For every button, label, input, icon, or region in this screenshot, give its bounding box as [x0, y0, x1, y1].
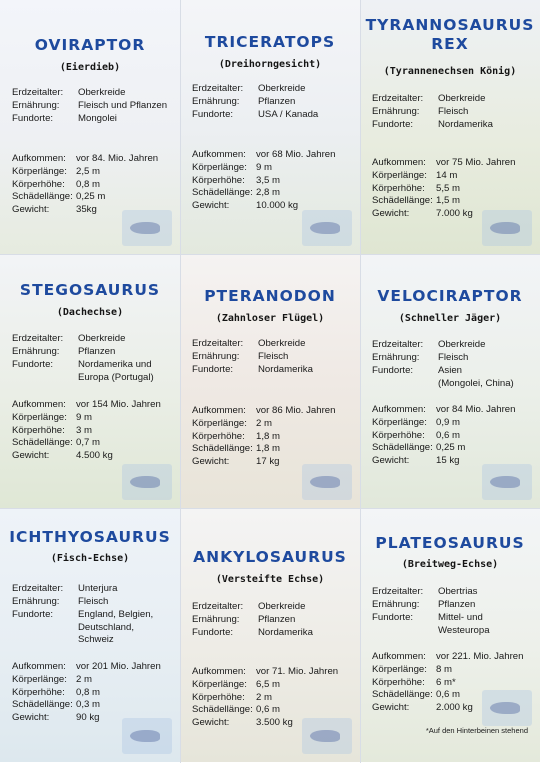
sites-row: Fundorte: Nordamerika	[192, 627, 313, 638]
stats-block: Aufkommen: vor 221. Mio. Jahren Körperlänge: 8 m Körperhöhe: 6 m* Schädellänge: 0,6 m Gewicht: 2.000 kg	[372, 651, 524, 714]
diet-row: Ernährung: Fleisch	[372, 352, 469, 363]
sites-row: Fundorte: USA / Kanada	[192, 109, 319, 120]
card-ichthyosaurus	[0, 508, 180, 762]
sites-row: Fundorte: England, Belgien, Deutschland, Schweiz	[12, 609, 154, 645]
card-pteranodon	[180, 254, 360, 508]
card-divider	[360, 0, 361, 763]
era-row: Erdzeitalter: Oberkreide	[372, 93, 486, 104]
dinosaur-silhouette-icon	[122, 464, 172, 500]
era-row: Erdzeitalter: Oberkreide	[12, 87, 126, 98]
stats-block: Aufkommen: vor 68 Mio. Jahren Körperlänge: 9 m Körperhöhe: 3,5 m Schädellänge: 2,8 m Gewicht: 10.000 kg	[192, 149, 336, 212]
card-title: ICHTHYOSAURUS	[9, 528, 171, 546]
sites-row: Fundorte: Mongolei	[12, 113, 117, 124]
card-velociraptor	[360, 254, 540, 508]
diet-row: Ernährung: Pflanzen	[12, 346, 116, 357]
card-triceratops	[180, 0, 360, 254]
card-subtitle: (Tyrannenechsen König)	[383, 66, 517, 77]
card-subtitle: (Fisch-Echse)	[50, 553, 130, 564]
diet-row: Ernährung: Fleisch	[192, 351, 289, 362]
era-row: Erdzeitalter: Oberkreide	[192, 338, 306, 349]
card-subtitle: (Breitweg-Echse)	[401, 559, 499, 570]
card-divider	[0, 254, 540, 255]
card-title: VELOCIRAPTOR	[377, 287, 523, 305]
card-divider	[0, 508, 540, 509]
sites-row: Fundorte: Nordamerika und Europa (Portugal)	[12, 359, 154, 383]
footnote: *Auf den Hinterbeinen stehend	[425, 726, 528, 735]
stats-block: Aufkommen: vor 84 Mio. Jahren Körperlänge: 0,9 m Körperhöhe: 0,6 m Schädellänge: 0,25 m Gewicht: 15 kg	[372, 404, 516, 467]
stats-block: Aufkommen: vor 75 Mio. Jahren Körperlänge: 14 m Körperhöhe: 5,5 m Schädellänge: 1,5 m Gewicht: 7.000 kg	[372, 157, 516, 220]
diet-row: Ernährung: Pflanzen	[192, 614, 296, 625]
stats-block: Aufkommen: vor 84. Mio. Jahren Körperlänge: 2,5 m Körperhöhe: 0,8 m Schädellänge: 0,25 m Gewicht: 35kg	[12, 153, 159, 216]
card-subtitle: (Dachechse)	[56, 307, 124, 318]
sites-row: Fundorte: Mittel- und Westeuropa	[372, 612, 490, 636]
card-subtitle: (Dreihorngesicht)	[218, 59, 322, 70]
card-subtitle: (Zahnloser Flügel)	[215, 313, 325, 324]
card-subtitle: (Eierdieb)	[59, 62, 121, 73]
card-title: PTERANODON	[204, 287, 336, 305]
diet-row: Ernährung: Fleisch	[372, 106, 469, 117]
dinosaur-silhouette-icon	[302, 210, 352, 246]
card-oviraptor	[0, 0, 180, 254]
sites-row: Fundorte: Nordamerika	[372, 119, 493, 130]
card-title: PLATEOSAURUS	[375, 534, 525, 552]
card-stegosaurus	[0, 254, 180, 508]
card-title: TRICERATOPS	[204, 33, 336, 51]
card-subtitle: (Schneller Jäger)	[398, 313, 502, 324]
card-divider	[180, 0, 181, 763]
diet-row: Ernährung: Pflanzen	[372, 599, 476, 610]
era-row: Erdzeitalter: Obertrias	[372, 586, 478, 597]
card-plateosaurus	[360, 508, 540, 762]
era-row: Erdzeitalter: Oberkreide	[192, 601, 306, 612]
diet-row: Ernährung: Pflanzen	[192, 96, 296, 107]
stats-block: Aufkommen: vor 154 Mio. Jahren Körperlänge: 9 m Körperhöhe: 3 m Schädellänge: 0,7 m Gewicht: 4.500 kg	[12, 399, 161, 462]
stats-block: Aufkommen: vor 201 Mio. Jahren Körperlänge: 2 m Körperhöhe: 0,8 m Schädellänge: 0,3 m Gewicht: 90 kg	[12, 661, 161, 724]
card-ankylosaurus	[180, 508, 360, 762]
card-tyrannosaurus-rex	[360, 0, 540, 254]
diet-row: Ernährung: Fleisch und Pflanzen	[12, 100, 168, 111]
dinosaur-silhouette-icon	[482, 464, 532, 500]
era-row: Erdzeitalter: Oberkreide	[12, 333, 126, 344]
sites-row: Fundorte: Nordamerika	[192, 364, 313, 375]
stats-block: Aufkommen: vor 71. Mio. Jahren Körperlänge: 6,5 m Körperhöhe: 2 m Schädellänge: 0,6 m Gewicht: 3.500 kg	[192, 666, 339, 729]
card-title: OVIRAPTOR	[34, 36, 146, 54]
era-row: Erdzeitalter: Oberkreide	[372, 339, 486, 350]
card-title: ANKYLOSAURUS	[193, 548, 347, 566]
era-row: Erdzeitalter: Unterjura	[12, 583, 118, 594]
card-title: TYRANNOSAURUS REX	[365, 16, 535, 53]
diet-row: Ernährung: Fleisch	[12, 596, 109, 607]
card-subtitle: (Versteifte Echse)	[215, 574, 325, 585]
pterosaur-silhouette-icon	[302, 464, 352, 500]
stats-block: Aufkommen: vor 86 Mio. Jahren Körperlänge: 2 m Körperhöhe: 1,8 m Schädellänge: 1,8 m Gewicht: 17 kg	[192, 405, 336, 468]
sites-row: Fundorte: Asien (Mongolei, China)	[372, 365, 514, 389]
era-row: Erdzeitalter: Oberkreide	[192, 83, 306, 94]
card-title: STEGOSAURUS	[19, 281, 161, 299]
